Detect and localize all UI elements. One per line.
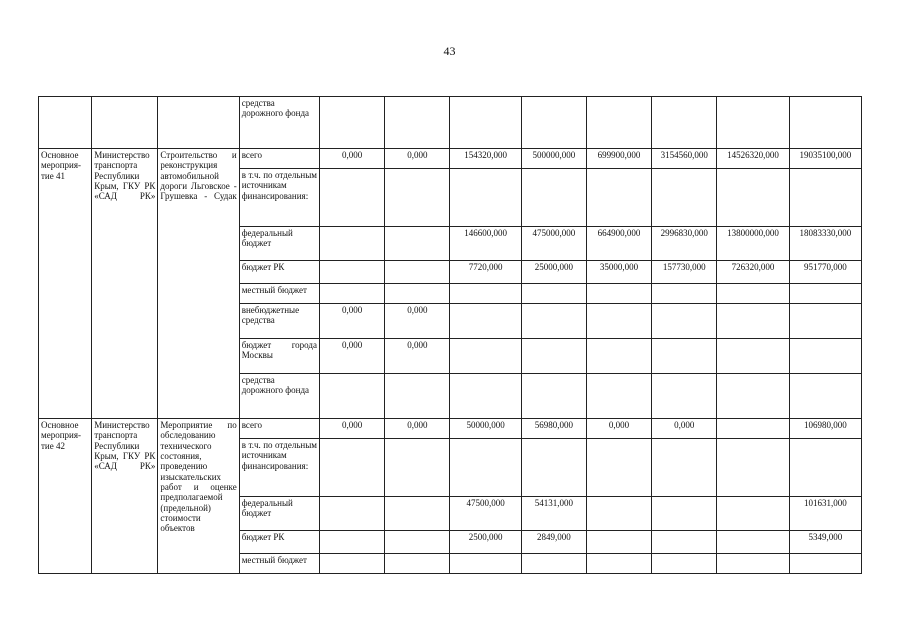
- value-cell: [385, 497, 450, 531]
- value-cell: 726320,000: [717, 261, 789, 284]
- value-cell: [652, 554, 717, 574]
- value-cell: 2500,000: [450, 531, 521, 554]
- value-cell: [789, 304, 861, 339]
- value-cell: [717, 419, 789, 439]
- value-cell: [789, 439, 861, 497]
- value-cell: 106980,000: [789, 419, 861, 439]
- value-cell: [450, 97, 521, 149]
- value-cell: [450, 374, 521, 419]
- funding-source-cell: всего: [239, 419, 319, 439]
- value-cell: [521, 339, 586, 374]
- funding-source-cell: бюджет РК: [239, 261, 319, 284]
- value-cell: 0,000: [385, 419, 450, 439]
- value-cell: [385, 554, 450, 574]
- value-cell: [586, 531, 651, 554]
- value-cell: [789, 554, 861, 574]
- funding-source-cell: местный бюджет: [239, 554, 319, 574]
- value-cell: 18083330,000: [789, 227, 861, 261]
- funding-source-cell: федеральный бюджет: [239, 497, 319, 531]
- value-cell: 2849,000: [521, 531, 586, 554]
- table-row: [39, 149, 862, 169]
- funding-source-cell: всего: [239, 149, 319, 169]
- value-cell: 500000,000: [521, 149, 586, 169]
- table-row: [39, 97, 862, 149]
- value-cell: 101631,000: [789, 497, 861, 531]
- description-cell: Строительство и реконструкция автомобильной дороги Льговское - Грушевка - Судак: [158, 149, 239, 419]
- value-cell: 951770,000: [789, 261, 861, 284]
- value-cell: 13800000,000: [717, 227, 789, 261]
- value-cell: [789, 169, 861, 227]
- value-cell: [319, 261, 384, 284]
- value-cell: [717, 339, 789, 374]
- value-cell: [521, 439, 586, 497]
- value-cell: [450, 284, 521, 304]
- value-cell: [385, 374, 450, 419]
- value-cell: [586, 97, 651, 149]
- value-cell: [586, 339, 651, 374]
- activity-cell: Основное мероприя-тие 41: [39, 149, 92, 419]
- value-cell: 19035100,000: [789, 149, 861, 169]
- value-cell: [652, 374, 717, 419]
- executor-cell: Министерство транспорта Республики Крым, ГКУ РК «САД РК»: [92, 419, 158, 574]
- value-cell: [717, 531, 789, 554]
- value-cell: [385, 227, 450, 261]
- value-cell: [450, 169, 521, 227]
- table-row: [39, 419, 862, 439]
- value-cell: [652, 169, 717, 227]
- value-cell: [586, 169, 651, 227]
- value-cell: [652, 97, 717, 149]
- funding-source-cell: в т.ч. по отдельным источникам финансирования:: [239, 169, 319, 227]
- value-cell: [521, 304, 586, 339]
- value-cell: 56980,000: [521, 419, 586, 439]
- value-cell: [586, 554, 651, 574]
- value-cell: [717, 554, 789, 574]
- value-cell: [717, 304, 789, 339]
- value-cell: 699900,000: [586, 149, 651, 169]
- value-cell: [717, 169, 789, 227]
- funding-source-cell: федеральный бюджет: [239, 227, 319, 261]
- value-cell: [521, 554, 586, 574]
- value-cell: [717, 97, 789, 149]
- value-cell: [717, 439, 789, 497]
- value-cell: [319, 554, 384, 574]
- value-cell: 0,000: [385, 339, 450, 374]
- activity-cell: Основное мероприя-тие 42: [39, 419, 92, 574]
- value-cell: 5349,000: [789, 531, 861, 554]
- value-cell: 664900,000: [586, 227, 651, 261]
- value-cell: 50000,000: [450, 419, 521, 439]
- value-cell: [319, 169, 384, 227]
- value-cell: 47500,000: [450, 497, 521, 531]
- value-cell: [586, 439, 651, 497]
- value-cell: [450, 554, 521, 574]
- value-cell: [586, 374, 651, 419]
- value-cell: [521, 374, 586, 419]
- funding-source-cell: средства дорожного фонда: [239, 374, 319, 419]
- value-cell: 157730,000: [652, 261, 717, 284]
- value-cell: 0,000: [319, 149, 384, 169]
- value-cell: 0,000: [652, 419, 717, 439]
- value-cell: [717, 497, 789, 531]
- value-cell: [450, 339, 521, 374]
- value-cell: [385, 439, 450, 497]
- value-cell: [789, 374, 861, 419]
- value-cell: 154320,000: [450, 149, 521, 169]
- value-cell: [717, 374, 789, 419]
- value-cell: 0,000: [319, 339, 384, 374]
- value-cell: 0,000: [586, 419, 651, 439]
- funding-source-cell: бюджет РК: [239, 531, 319, 554]
- value-cell: [319, 374, 384, 419]
- value-cell: [521, 97, 586, 149]
- value-cell: [385, 531, 450, 554]
- value-cell: [652, 339, 717, 374]
- value-cell: 25000,000: [521, 261, 586, 284]
- value-cell: 35000,000: [586, 261, 651, 284]
- budget-table: [38, 96, 862, 574]
- value-cell: 2996830,000: [652, 227, 717, 261]
- value-cell: 54131,000: [521, 497, 586, 531]
- executor-cell: Министерство транспорта Республики Крым, ГКУ РК «САД РК»: [92, 149, 158, 419]
- value-cell: [319, 497, 384, 531]
- value-cell: 3154560,000: [652, 149, 717, 169]
- funding-source-cell: в т.ч. по отдельным источникам финансирования:: [239, 439, 319, 497]
- funding-source-cell: внебюджетные средства: [239, 304, 319, 339]
- value-cell: [319, 284, 384, 304]
- value-cell: [319, 97, 384, 149]
- value-cell: 0,000: [319, 304, 384, 339]
- value-cell: [586, 304, 651, 339]
- value-cell: [789, 284, 861, 304]
- value-cell: [652, 497, 717, 531]
- value-cell: [385, 284, 450, 304]
- value-cell: [319, 531, 384, 554]
- value-cell: [586, 284, 651, 304]
- executor-cell: [92, 97, 158, 149]
- value-cell: [652, 304, 717, 339]
- value-cell: 0,000: [319, 419, 384, 439]
- description-cell: [158, 97, 239, 149]
- description-cell: Мероприятие по обследованию технического состояния, проведению изыскательских работ и оценке предполагаемой (предельной) стоимости объектов: [158, 419, 239, 574]
- value-cell: [521, 284, 586, 304]
- value-cell: 0,000: [385, 149, 450, 169]
- value-cell: [717, 284, 789, 304]
- value-cell: [385, 261, 450, 284]
- value-cell: [586, 497, 651, 531]
- page-number: 43: [443, 44, 456, 58]
- funding-source-cell: средства дорожного фонда: [239, 97, 319, 149]
- value-cell: [450, 439, 521, 497]
- value-cell: 14526320,000: [717, 149, 789, 169]
- value-cell: [789, 339, 861, 374]
- value-cell: 146600,000: [450, 227, 521, 261]
- value-cell: [319, 439, 384, 497]
- value-cell: [385, 97, 450, 149]
- value-cell: [319, 227, 384, 261]
- value-cell: 0,000: [385, 304, 450, 339]
- value-cell: [652, 531, 717, 554]
- funding-source-cell: местный бюджет: [239, 284, 319, 304]
- funding-source-cell: бюджет города Москвы: [239, 339, 319, 374]
- value-cell: [385, 169, 450, 227]
- value-cell: [652, 284, 717, 304]
- value-cell: [652, 439, 717, 497]
- value-cell: [789, 97, 861, 149]
- value-cell: [450, 304, 521, 339]
- value-cell: [521, 169, 586, 227]
- value-cell: 475000,000: [521, 227, 586, 261]
- value-cell: 7720,000: [450, 261, 521, 284]
- activity-cell: [39, 97, 92, 149]
